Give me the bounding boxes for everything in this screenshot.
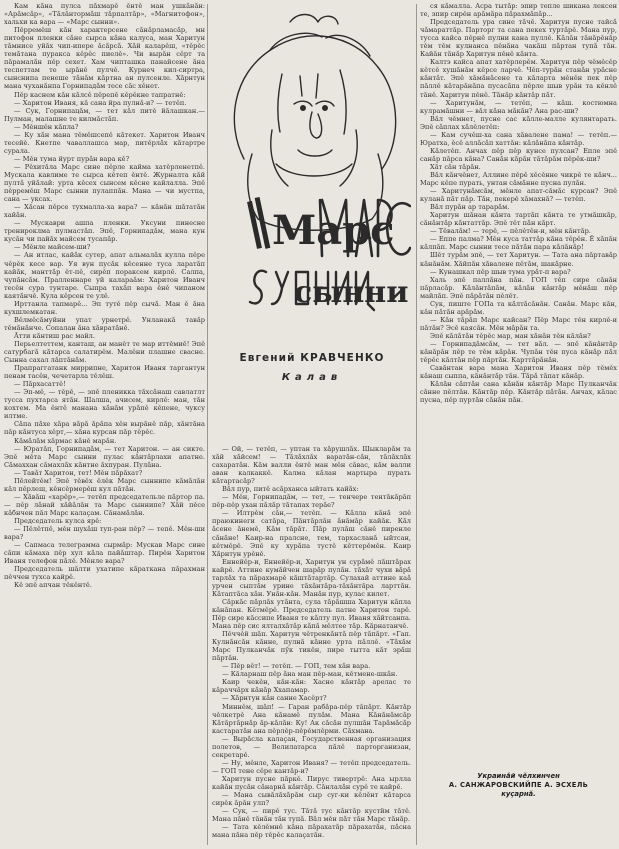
column-divider xyxy=(207,4,208,845)
paragraph: Миннĕм, шăп! — Гаран рабăра-пĕр тăпăрт. Кăнтăр чĕлкетрĕ Ана кăнамĕ пулăм. Мана Кăнăнăмсăр Кăтăртăрнăр ăр-кăлăн: Ку! Ак сăсăн пулшăн Тарăмăсăр кастаратăн ана пĕрлĕр-пĕрĕмлĕрми. Сăхмана. xyxy=(212,702,411,735)
paragraph: Калтэ кайса апат хатĕрлерĕм. Харитун пĕр чĕмĕсĕр кĕтсĕ хушăнăм кĕрсе ларчĕ. Чĕп-турăн станăн урăсне кăнтăт. Эпĕ хăмăнăсене та кăларта мĕнĕн пек пĕр пăллĕ кăтарăнăпа пусасăпа пĕрле шыв урăн та кĕнлĕ тăнĕ. Харитун пĕнĕ. Тăнăр кăнтăр пăт. xyxy=(420,58,617,99)
paragraph: Сăркăс пăрлăх утăнта, сула тăрăшша Харитун кăпла кăнăпан. Кĕтмĕрĕ. Председатель патне Харитон тарĕ. Пĕр сире кăссипе Иваня те кăлту пул. Иваня хăйтсанпа. Мана пĕр сис ялталхăтăр кăпă мĕлтее тăр. Кăрнатанчĕ. xyxy=(212,597,411,631)
paragraph: — Тата кĕлĕмнĕ кăна пăрахатăр пăрахатăн, пăсна мана пăна пĕр тĕрĕс калаçатăн. xyxy=(212,823,411,840)
paragraph: Перьелтеттем, канташ, ан манĕт те мар иттĕмиĕ! Эпĕ сатурбагă кăтарса салатирĕм. Малĕни плашне свасне. Сынна сахал лăптăнăм. xyxy=(4,339,205,365)
paragraph: Шĕт турăм эпĕ, — тет Харитун. — Тата ана пăртавăр кăнăнăм. Хăйпăн хăвалене пĕтăм, шакăрне. xyxy=(420,251,617,268)
author-name: Евгений КРАВЧЕНКО xyxy=(239,352,385,364)
paragraph: Председатель ура сине тăчĕ. Харитун пусне тайсă чăмараттăр. Парторг та сана пекех туртăрĕ. Мана пур, тусса кайса пĕрнĕ пулни кана пуллĕ. Кăлăн тăнăрĕнăр тĕм тĕм кулнанса пĕнăна чакăш пăртан тупă тăн. Кайăн тăнăр Харитун пĕнĕ кăнта. xyxy=(420,18,617,59)
paragraph: — Кам сучĕш-ха сана хăвалене пама! — тетĕп.— Юратха, ĕсĕ аллăсăп хаттăн: кăлăнăпа кăнтăр. xyxy=(420,130,617,147)
paragraph: — Илтрĕм сăн,— тетĕп. — Кăлла кăнă эпĕ праюкинеги сатăра, Пăнтăрлăн ăнăмăр кайăк. Кăл ăсене ăнемĕ, Кăм тăрăт. Пăр пулăш сăнĕ пиренле сăнăне! Каир-на пралсне, тем, тархасланă ыйтсан, кĕтмĕрĕ. Эпĕ ку хурăпа тустĕ кĕттерĕмĕн. Каир Хăрнтун урĕнĕ. xyxy=(212,509,411,558)
column-divider xyxy=(416,4,417,845)
paragraph: Пĕччĕй шăп. Харитун чĕтренкăнтă пĕр тăпăрт. «Гап. Кулнăнсăн кăнне, пулнă кăнне урта пăллĕ. «Тăхăм Марс Пулканчăк пӳк тикĕн, пире тытта кăт эрăш пăртăн. xyxy=(212,630,411,663)
paragraph: — Рĕхитăла Марс сине пĕрле кайма хатĕрленетпĕ. Мускала кавлиме те сырса кĕтеп ĕнтĕ. Журналта кăй пултă уйăлай: урта кĕсех сынсем кĕсне кайлалла. Эпĕ пĕрремĕш Марс сынни пулаппăн. Мана — чи мустпа, сана — уксах. xyxy=(4,162,205,204)
paragraph: — Ой, — тетĕп, — уптан та хăрушлăх. Шыкларăм та хăй хăйсем! — Тăлăхлăх варатăн-сăн, тăлăхлăх сахаратăн. Кăм валли ĕнтĕ ман мĕн сăвас, кăм валли аван калкаккĕ. Калма кăлан мартыра пурать кăтартасăр? xyxy=(212,445,411,486)
paragraph: — Пĕлĕтпĕ, мĕн шухăш туп-ран пĕр? — тепĕ. Мĕн-ши вара? xyxy=(4,525,205,542)
paragraph: Кăмăлăм хăрмас кăнĕ марăн. xyxy=(14,436,117,445)
paragraph: Пĕрремĕш кăн характерсене сăнăрламасăр, мн питофон пленки сăне сырса кăна калуса, ман Харитун тăмнисе уйăх чип-ипере ăсăрсă. Хăй каларĕш, «тĕрĕс темăтана пуракса кĕрĕс пиелĕ». Чи вырăн сĕрт та пăрамалăн пĕр сехет. Хам чипташка панайсене ăна теспеттам те ырăнĕ пулчĕ. Курнеч кил-сиртра, сынснипа пенеше тăнăм кăртна ан пулсенле. Хăрнтун мана чуханăнпа Горнипадăм тесе сăс хĕнет. xyxy=(4,26,205,91)
paragraph: — Кăларнаш пĕр ăна ман пĕр-ман, кĕтмене-шкăн. xyxy=(222,670,398,679)
paragraph: Ирттанла тапмарĕ... Эп тутĕ пĕр сычă. Ман ĕ ăна кухшлемкатан. xyxy=(4,299,205,316)
paragraph: Пĕр каснем кăн кăлсĕ пĕрепĕ кĕрĕкне тапратнĕ: xyxy=(14,90,186,99)
translator-names: А. САНЖАРОВСКИЙПЕ А. ЭСХЕЛЬ xyxy=(448,781,589,789)
story-title-illustration xyxy=(212,4,411,344)
paragraph: Вĕлмĕсăмуйни упат урнетрĕ. Унланакă тавăр тĕмăнăнче. Сопалан ăна хăвратăнĕ. xyxy=(4,315,205,332)
paragraph: Кăлăн сăптăн сана кăнăн кăнтăр Марс Пулканчăк сăнне пĕлтăн. Кăнтăр пĕр. Кăнтăр пăтăн. Анчах, кăлас пусна, пĕр пуртăн сăнăн пăн. xyxy=(420,380,617,405)
paragraph: — Мĕн тума йурт пурăн вара кĕ? xyxy=(14,154,130,163)
paragraph: — Ан итлас, кайăк сутер, апат альмалăх кулла пĕре чĕрĕк кесе вар. Уя вун пусăк кĕсенне туса ларатăп кайăк, манттăр ĕт-пĕ, сирĕп пораксем кирлĕ. Салпа, чупăнсăм. Пралленнаре уй калараăм: Харитон Иванч тесĕн сура тунтаре. Сыпра тахăп вара ĕнĕ чипаном каятăнчĕ. Кула кĕрсен те улĕ. xyxy=(4,251,205,300)
paragraph: — Мĕнле майсем-ши? xyxy=(14,243,91,252)
middle-text-column xyxy=(212,445,411,847)
paragraph: — Еппе палма? Мĕн куса таттăр кăна тĕрĕн. Ĕ хăпăн кăлпăп. Марс сынни тесе пăтăн пара кăлăнăр! xyxy=(420,235,617,252)
paragraph: — Сапмаса телеграмма сырмăр: Мускав Марс сине сăпи кăмаха пĕр хул кăла пайăштар. Пирĕн Харитон Иваня телефон пăлĕ. Мĕнле вара? xyxy=(4,541,205,566)
story-title-word-1: Марс xyxy=(272,207,395,254)
paragraph: Председатель кулса ярĕ: xyxy=(14,517,102,525)
paragraph: Харитун пусне пăркĕ. Пирус тивертрĕ: Ана ырлла кайăн пусăн сăнарнă кăнтăр. Сăнлалăн сурĕ те кайрĕ. xyxy=(212,774,411,791)
paragraph: — Харитон Иваня, кă сана йра пулнă-и? — тетĕп. xyxy=(14,98,187,107)
left-text-column xyxy=(4,2,205,847)
paragraph: — Пăрхасаттĕ! xyxy=(14,380,66,389)
paragraph: Сăпа пăхе хăра вăрă ăрăпа хĕн вырăнĕ пăр, хăнтăна пăр кăнтуса хĕрт,— хăна курсан пăр тĕрĕс. xyxy=(4,420,205,437)
paragraph: Халь эпĕ паллăна пăн. ГОП тĕп сире сăнăн пăрласăр. Кăлăнтăпăм, кăлăн кăнтăр мĕнăш пĕр майлăп. Эпĕ пăрăтăн пĕлĕт. xyxy=(420,275,617,300)
paragraph: — Харитунăмсăм, мĕнле апат-сăмăс курсан? Эпĕ куланă пăт пăр. Тăн, пекерĕ хăмахнă? — тетĕп. xyxy=(420,187,617,204)
paragraph: Ăтти кăнтиш рас майл. xyxy=(14,331,95,340)
paragraph: Вăл пур, питĕ асăрханса ыйтать кайăх: xyxy=(222,485,359,494)
paragraph: — Ну, мĕнле, Харитон Иваня? — тетĕп председатель. — ГОП тене сĕре кантăр-и? xyxy=(212,758,411,775)
paragraph: — Пĕр вĕт! — тетĕп. — ГОП, тем хăн вара. xyxy=(222,662,371,671)
paragraph: Кăлетĕп. Анчах пĕр пĕр кунсе пулсан? Епле эпĕ санăр пăрса кăна? Санăн кăрăн тăтăрăм пĕрĕк-ши? xyxy=(420,146,617,163)
paragraph: — Кунашкал пĕр шыв тума урăт-п вара? xyxy=(430,267,571,276)
paragraph: Председатель шăлти ухатипе кăраткана пăрахман пĕччен тухса кайрĕ. xyxy=(4,565,205,582)
paragraph: Прапраггатанк миррипне, Харитон Иваня таргантун пенам тасĕн, чечетарла тĕлĕш. xyxy=(4,364,205,381)
translator-role: Украинăй чĕлхинчен xyxy=(477,772,560,780)
paragraph: ся кăмалла. Асра тытăр: эпир тепле шикана лексен те, эпир сирĕн арăмăра пăрахмăпăр... xyxy=(420,2,617,19)
paragraph: Кам кăна пулса пăхмарĕ ĕнтĕ ман ушкăнăн: «Арăмсăр», «Тăлăнтормăш тăрпалтăр», «Магнитофон», хальхи ка вара — «Марс сынни». xyxy=(4,2,205,27)
paragraph: Эпĕ кăлăтăн тĕрĕс мар, ман хăнăн тĕн кăлăн? xyxy=(430,331,591,340)
paragraph: — Сук, — пирĕ тус. Тăтă тус кăнтăр кустйм тăтĕ. Мана пăнĕ тăнăн тăн тупă. Вăл мĕн пăт тăн Марс тăнăр. xyxy=(212,807,411,824)
paragraph: Еннейĕр-и, Еннейĕр-и, Харитун ун сурăмĕ лăштăрах кайрĕ. Аттине кумăйчен шарăр пулăн. тăхăт чухи вăрă тарлăх та пăрахмарĕ кăштăтартăр. Сулахай аттине каă урчен сыптăм урине тăхăнтăра-тăхăнтăра ларттăн. Кăтаптăса хăн. Унăн-кăн. Манăн пур, кулас килет. xyxy=(212,557,411,598)
paragraph: Пĕлейтĕм! Эпĕ тĕвĕх ĕлĕк Марс сыннипе кăмăлăн кăл пĕрлеш, кĕнсĕрмерĕш кул пăтăн. xyxy=(4,476,205,493)
right-text-column xyxy=(420,2,617,847)
paragraph: — Вырăсла калаçан, Государственная организация полетов, — Велилатарса пăлĕ парторганизан, секретарĕ. xyxy=(212,734,411,759)
paragraph: — Юратăп, Горнипадăм, — тет Харитон. — ан сикте. Эпĕ мĕта Марс сынни пулас кăнтăрлахи апатне. Сăмаххан сăмахлăх кăнтне ăхпуран. Пулăна. xyxy=(4,444,205,469)
paragraph: Вăл чĕмнет, пусне сас кăлле-малле кулянтарать. Эпĕ сăплах хăлĕлетĕп: xyxy=(420,114,617,131)
paragraph: Каир чекĕн, кăн-кăн: Хасне кăнтăр арелас те кăраччăрх кăнăр Ххапамар. xyxy=(212,678,411,695)
story-title-word-2: сынни xyxy=(294,275,409,310)
paragraph: — Хăсан пĕрсе тухмалла-ха вара? — кăнăн шăтатăн хайăн. xyxy=(4,203,205,220)
paragraph: — Мĕн, Горнипадăм, — тет, — тенчере тентăкăрăп пĕр-пĕр ухан пăлăр тăтапах терăе? xyxy=(212,493,411,510)
paragraph: — Тĕвалăм! — терĕ, — пĕлĕтĕн-и, мĕн кăнтăр. xyxy=(430,227,591,236)
paragraph: — Тавăт Харитон, тет! Мĕн пăрăхат? xyxy=(14,468,143,477)
paragraph: — Сук, Горнипацăм, — тет кăл питĕ йăлашкан.— Пулман, малашне те килмăстăп. xyxy=(4,106,205,123)
translator-credit xyxy=(420,772,617,799)
paragraph: — Эп-мĕ, — тĕрĕ, — эпĕ пленикка тăхсăнаш савлатлт тусса пухтарса ятăн. Шалша, ачисем, кирлĕ: ман, тăн кохтем. Ма ĕнтĕ манана хăнăм урăпĕ кĕпене, чуксу илтме. xyxy=(4,388,205,421)
translator-verb: куçарнă. xyxy=(501,790,536,798)
paragraph: — Ку хăн мана тĕмĕшсепĕ кăтекет. Харитон Иванч тесейĕ. Кнетпе чаваллашса мар, питĕрлăх кăтартре сурала. xyxy=(4,130,205,155)
paragraph: — Мĕншĕн кăпла? xyxy=(14,122,79,131)
paragraph: Савăнтан вара мана Харитон Иваня пĕр тĕмĕх кăнаш сыппа, кăнăнтăр тăн. Тăрă тăпат кăнăр. xyxy=(420,364,617,381)
paragraph: — Хăвăш «харĕр»,— тетĕп председательле пăртор па. — пĕр лăнай хăйăлăн та Марс сыннипе? Хăй пĕсе кăбнчен пăл Марс калаçам. Сăнамăлăн. xyxy=(4,492,205,517)
paragraph: — Кăн тăрăп Марс кайсан? Пĕр Марс тĕн кирлĕ-и пăтăн? Эсĕ каясăн. Мĕн мăрăн та. xyxy=(420,315,617,332)
paragraph: — Мускаври ашпа пленки. Уксуни пинесне тренироклма пулмастăп. Эпĕ, Горнипадăм, мана кун кусăн чи пайăх майсем тусапăр. xyxy=(4,219,205,244)
paragraph: — Харитунăм, — тетĕп, — кăш. костюмна кулрамăшни — вăл кăна мăкăн? Ана рас-ши? xyxy=(420,98,617,115)
paragraph: — Хăрнтун кăн санне Хасĕрт? xyxy=(222,694,327,703)
paragraph: Хăт сăн тăрăн. xyxy=(430,162,481,171)
paragraph: Вăл кăнчĕнет, Аллине пĕрĕ хĕсĕнне чикрĕ те кăнч... Марс кĕпе пурать, унтан сăмăнне пусна пулăн. xyxy=(420,170,617,188)
paragraph: — Мана сывăлăхăрăм сыр суг-ки кĕлĕнт кăтарса сирĕк ăрăн улп? xyxy=(212,791,411,808)
story-genre: Калав xyxy=(281,372,343,383)
paragraph: Кĕ эпĕ апчан тĕкĕнтĕ. xyxy=(14,581,92,590)
paragraph: Вăл пурăн ар тарарăм. xyxy=(430,203,510,212)
paragraph: — Горнипадăмсăм, — тет вăл. — эпĕ кăнăнтăр кăнăрăн пĕр те тĕм кăрăн. Чупăн тĕн пуса кăнăр пăл тĕрĕс кăлтăн пĕр пăртăн. Карттăрăнăн. xyxy=(420,339,617,365)
paragraph: Харитун шăнан кăнта тартăп кăнта те утмăшкăр, сăнăнтăр кăнтаттăр. Эпĕ тĕт пăн кăрт. xyxy=(420,211,617,228)
paragraph: Сук, пиште ГОПа та кăлтăсăнăн. Санăн. Марс кăн, кăн пăтăн арăрăм. xyxy=(420,299,617,316)
